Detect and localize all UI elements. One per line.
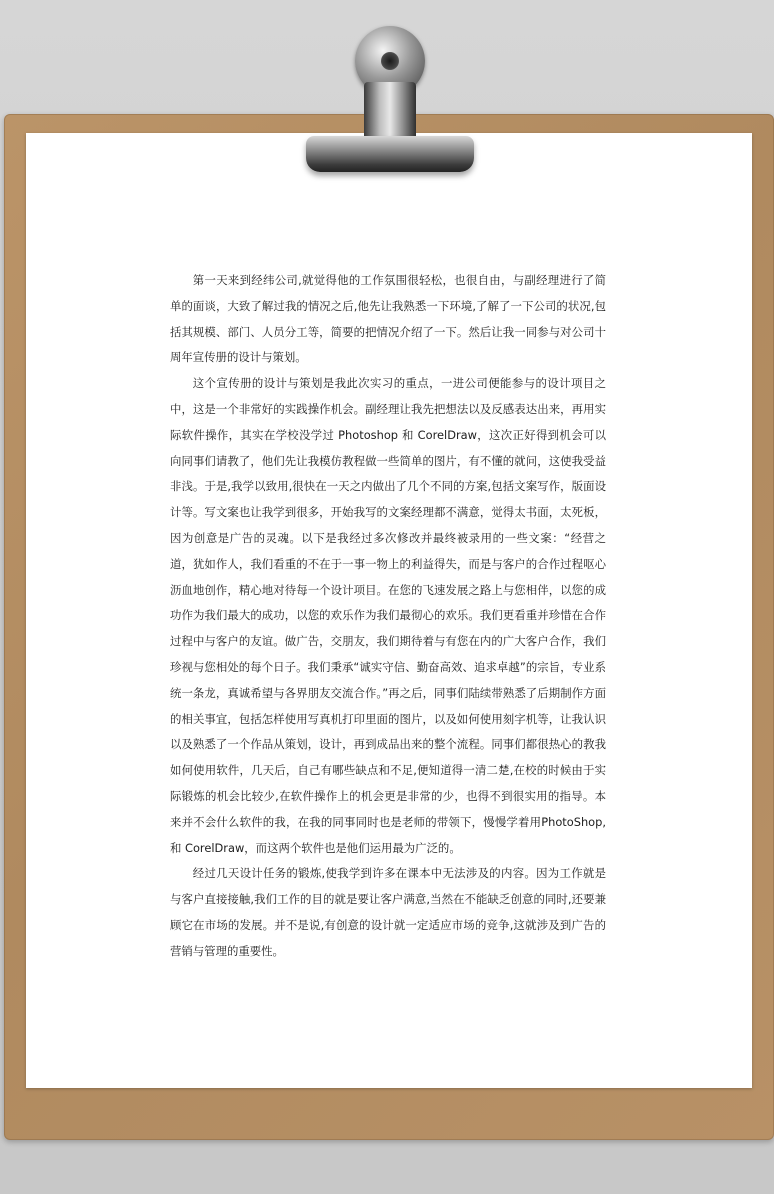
paragraph-1: 第一天来到经纬公司,就觉得他的工作氛围很轻松，也很自由，与副经理进行了简单的面谈，大致了解过我的情况之后,他先让我熟悉一下环境,了解了一下公司的状况,包括其规模、部门、人员分工等，简要的把情况介绍了一下。然后让我一同参与对公司十周年宣传册的设计与策划。 [170,273,606,365]
clip-base [306,136,474,172]
paragraph-2: 这个宣传册的设计与策划是我此次实习的重点，一进公司便能参与的设计项目之中，这是一个非常好的实践操作机会。副经理让我先把想法以及反感表达出来，再用实际软件操作，其实在学校没学过 Photoshop 和 CorelDraw，这次正好得到机会可以向同事们请教了，他们先让我模仿教程做一些简单的图片，有不懂的就问，这使我受益非浅。于是,我学以致用,很快在一天之内做出了几个不同的方案,包括文案写作，版面设计等。写文案也让我学到很多，开始我写的文案经理都不满意，觉得太书面，太死板，因为创意是广告的灵魂。以下是我经过多次修改并最终被录用的一些文案：“经营之道，犹如作人，我们看重的不在于一事一物上的利益得失，而是与客户的合作过程呕心沥血地创作，精心地对待每一个设计项目。在您的飞速发展之路上与您相伴，以您的成功作为我们最大的成功，以您的欢乐作为我们最彻心的欢乐。我们更看重并珍惜在合作过程中与客户的友谊。做广告，交朋友，我们期待着与有您在内的广大客户合作，我们珍视与您相处的每个日子。我们秉承“诚实守信、勤奋高效、追求卓越”的宗旨，专业系统一条龙，真诚希望与各界朋友交流合作。”再之后，同事们陆续带熟悉了后期制作方面的相关事宜，包括怎样使用写真机打印里面的图片，以及如何使用刻字机等，让我认识以及熟悉了一个作品从策划，设计，再到成品出来的整个流程。同事们都很热心的教我如何使用软件，几天后，自己有哪些缺点和不足,便知道得一清二楚,在校的时候由于实际锻炼的机会比较少,在软件操作上的机会更是非常的少，也得不到很实用的指导。本来并不会什么软件的我，在我的同事同时也是老师的带领下，慢慢学着用PhotoShop,和 CorelDraw，而这两个软件也是他们运用最为广泛的。 [170,376,606,855]
clip-neck [364,82,416,140]
paragraph-3: 经过几天设计任务的锻炼,使我学到许多在课本中无法涉及的内容。因为工作就是与客户直接接触,我们工作的目的就是要让客户满意,当然在不能缺乏创意的同时,还要兼顾它在市场的发展。并不是说,有创意的设计就一定适应市场的竞争,这就涉及到广告的营销与管理的重要性。 [170,866,606,958]
document-body [170,268,606,965]
